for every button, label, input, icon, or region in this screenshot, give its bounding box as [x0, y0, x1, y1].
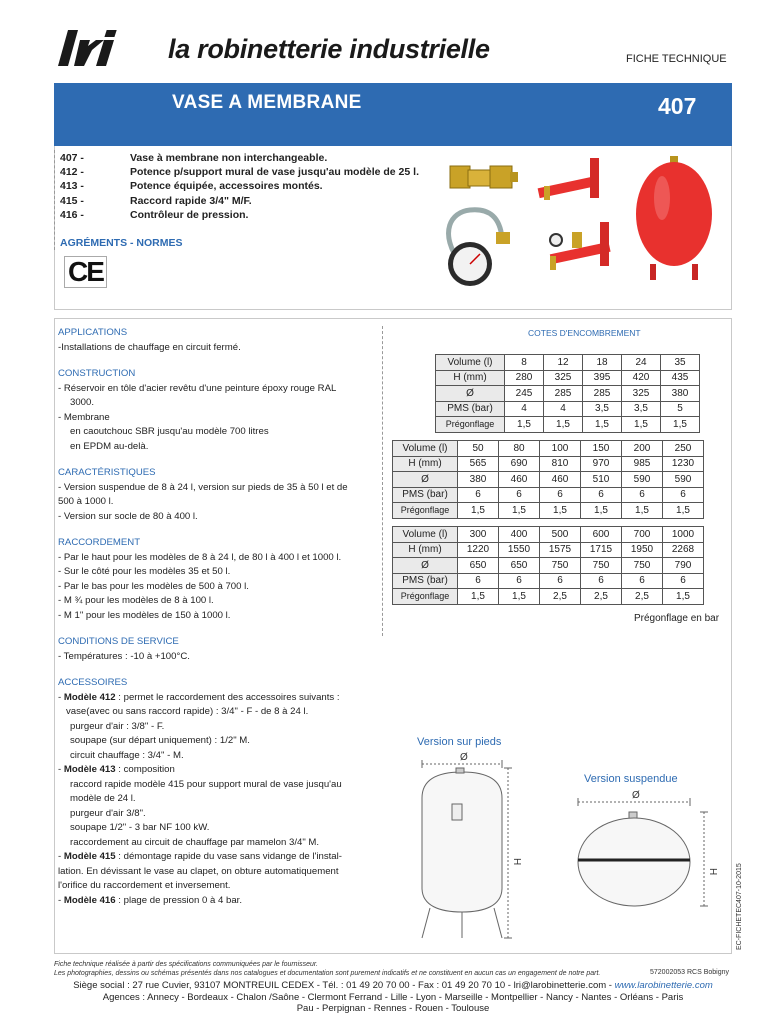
table-row [436, 370, 700, 386]
row-label: PMS (bar) [393, 573, 458, 589]
model-desc: Raccord rapide 3/4" M/F. [130, 194, 252, 207]
table-cell: 700 [622, 527, 663, 543]
table-cell: 6 [458, 573, 499, 589]
table-cell: 1550 [499, 542, 540, 558]
table-cell: 1,5 [622, 503, 663, 519]
suspendue-label: Version suspendue [584, 773, 678, 785]
table-cell: 1,5 [581, 503, 622, 519]
height-label: H [511, 858, 522, 866]
row-label: H (mm) [393, 456, 458, 472]
table-cell: 50 [458, 441, 499, 457]
construction-text: en caoutchouc SBR jusqu'au modèle 700 litres [70, 426, 269, 437]
table-row [393, 472, 704, 488]
brand-name: la robinetterie industrielle [168, 34, 490, 64]
accessoire-text: purgeur d'air 3/8". [70, 807, 146, 819]
row-label: Ø [393, 558, 458, 574]
raccordement-text: - Par le bas pour les modèles de 500 à 700 l. [58, 580, 249, 592]
row-label: Volume (l) [393, 527, 458, 543]
applications-text: -Installations de chauffage en circuit fermé. [58, 341, 241, 353]
divider [54, 150, 56, 250]
table-cell: 1,5 [663, 503, 704, 519]
table-cell: 150 [581, 441, 622, 457]
table-cell: 985 [622, 456, 663, 472]
table-cell: 790 [663, 558, 704, 574]
table-cell: 380 [661, 386, 700, 402]
table-row [393, 441, 704, 457]
dimensions-table-2 [392, 440, 704, 519]
table-cell: 6 [499, 573, 540, 589]
head-office: Siège social : 27 rue Cuvier, 93107 MONTREUIL CEDEX - Tél. : 01 49 20 70 00 - Fax : 01 49 20 70 10 - lri@larobinetterie.com - www.larobinetterie.com [73, 980, 713, 991]
table-cell: 565 [458, 456, 499, 472]
applications-heading: APPLICATIONS [58, 327, 128, 338]
accessoire-text: raccord rapide modèle 415 pour support mural de vase jusqu'au [70, 778, 342, 790]
model-code: 415 - [60, 194, 84, 207]
table-cell: 1,5 [499, 589, 540, 605]
table-cell: 500 [540, 527, 581, 543]
table-cell: 100 [540, 441, 581, 457]
disclaimer: Fiche technique réalisée à partir des spécifications communiquées par le fournisseur. Les photographies, dessins ou schémas présentés dans nos catalogues et documentation sont purement indicatifs et ne constituent en aucun cas un engagement de notre part. [54, 961, 601, 977]
model-desc: Vase à membrane non interchangeable. [130, 152, 328, 164]
table-cell: 1950 [622, 542, 663, 558]
table-cell: 1,5 [458, 589, 499, 605]
table-cell: 1220 [458, 542, 499, 558]
accessoire-413: - Modèle 413 : composition [58, 764, 175, 775]
accessoire-text: l'orifice du raccordement et inversement. [58, 880, 231, 891]
page-title: VASE A MEMBRANE [172, 92, 362, 113]
accessoire-412: - Modèle 412 : permet le raccordement des accessoires suivants : [58, 691, 340, 703]
lri-logo-icon [54, 26, 120, 70]
table-row [436, 386, 700, 402]
expansion-vessel-icon [636, 156, 712, 280]
table-cell: 460 [499, 472, 540, 488]
dimension-drawings [400, 748, 730, 948]
table-cell: 2,5 [622, 589, 663, 605]
table-cell: 590 [622, 472, 663, 488]
table-row [393, 589, 704, 605]
construction-text: en EPDM au-delà. [70, 440, 149, 452]
table-cell: 4 [505, 401, 544, 417]
table-row [393, 542, 704, 558]
table-cell: 4 [544, 401, 583, 417]
table-cell: 300 [458, 527, 499, 543]
construction-text: 3000. [70, 397, 95, 408]
specifications [58, 326, 376, 908]
table-cell: 325 [544, 370, 583, 386]
table-cell: 6 [581, 487, 622, 503]
caracteristiques-text: - Version suspendue de 8 à 24 l, version sur pieds de 35 à 50 l et de [58, 481, 348, 493]
table-cell: 650 [499, 558, 540, 574]
table-cell: 6 [663, 573, 704, 589]
table-cell: 285 [583, 386, 622, 402]
table-cell: 6 [540, 573, 581, 589]
conditions-text: - Températures : -10 à +100°C. [58, 650, 190, 662]
table-cell: 6 [581, 573, 622, 589]
accessoire-416: - Modèle 416 : plage de pression 0 à 4 bar. [58, 894, 243, 906]
pieds-label: Version sur pieds [417, 736, 502, 748]
table-cell: 1,5 [661, 417, 700, 433]
construction-text: - Réservoir en tôle d'acier revêtu d'une peinture époxy rouge RAL [58, 382, 337, 394]
caracteristiques-text: - Version sur socle de 80 à 400 l. [58, 510, 198, 522]
divider [382, 326, 384, 636]
table-row [393, 573, 704, 589]
agencies: Pau - Perpignan - Rennes - Rouen - Toulouse [296, 1003, 490, 1014]
model-desc: Potence équipée, accessoires montés. [130, 180, 323, 193]
table-cell: 690 [499, 456, 540, 472]
rcs-number: 572002053 RCS Bobigny [650, 969, 730, 976]
table-cell: 5 [661, 401, 700, 417]
website-link[interactable]: www.larobinetterie.com [614, 980, 713, 991]
accessoire-text: lation. En dévissant le vase au clapet, on obture automatiquement [58, 865, 339, 877]
dimensions-table-3 [392, 526, 704, 605]
table-row [436, 355, 700, 371]
model-code: 416 - [60, 208, 84, 221]
accessoire-text: soupape 1/2" - 3 bar NF 100 kW. [70, 822, 210, 833]
raccordement-text: - Par le haut pour les modèles de 8 à 24 l, de 80 l à 400 l et 1000 l. [58, 551, 342, 563]
accessoire-text: raccordement au circuit de chauffage par mamelon 3/4" M. [70, 836, 320, 848]
table-cell: 650 [458, 558, 499, 574]
accessoires-heading: ACCESSOIRES [58, 677, 128, 688]
table-cell: 24 [622, 355, 661, 371]
company-footer [54, 980, 732, 1015]
wall-bracket-icon [538, 158, 599, 200]
accessoire-text: vase(avec ou sans raccord rapide) : 3/4" - F - de 8 à 24 l. [66, 706, 309, 717]
accessoire-text: circuit chauffage : 3/4" - M. [70, 749, 184, 761]
product-reference: 407 [658, 93, 697, 119]
table-cell: 460 [540, 472, 581, 488]
table-cell: 3,5 [622, 401, 661, 417]
pressure-gauge-icon [448, 210, 510, 286]
accessoire-text: modèle de 24 l. [70, 793, 136, 804]
table-row [393, 558, 704, 574]
accessoire-415: - Modèle 415 : démontage rapide du vase sans vidange de l'instal- [58, 851, 342, 862]
accessoire-text: soupape (sur départ uniquement) : 1/2" M. [70, 735, 250, 746]
table-cell: 1,5 [583, 417, 622, 433]
table-row [393, 527, 704, 543]
table-cell: 590 [663, 472, 704, 488]
agencies: Agences : Annecy - Bordeaux - Chalon /Saône - Clermont Ferrand - Lille - Lyon - Marseille - Montpellier - Nancy - Nantes - Orléans - Paris [102, 991, 684, 1003]
row-label: PMS (bar) [393, 487, 458, 503]
row-label: Prégonflage [393, 589, 458, 605]
table-cell: 35 [661, 355, 700, 371]
title-band [54, 83, 732, 146]
table-cell: 80 [499, 441, 540, 457]
table-cell: 6 [622, 487, 663, 503]
table-cell: 1,5 [663, 589, 704, 605]
table-cell: 6 [540, 487, 581, 503]
table-cell: 600 [581, 527, 622, 543]
table-cell: 6 [499, 487, 540, 503]
table-cell: 510 [581, 472, 622, 488]
table-cell: 810 [540, 456, 581, 472]
table-cell: 6 [622, 573, 663, 589]
table-cell: 400 [499, 527, 540, 543]
row-label: Ø [436, 386, 505, 402]
row-label: PMS (bar) [436, 401, 505, 417]
agrements-heading: AGRÉMENTS - NORMES [60, 237, 183, 249]
caracteristiques-text: 500 à 1000 l. [58, 496, 114, 507]
list-item [60, 208, 419, 222]
row-label: Ø [393, 472, 458, 488]
raccordement-text: - M 1" pour les modèles de 150 à 1000 l. [58, 609, 231, 621]
construction-heading: CONSTRUCTION [58, 368, 136, 379]
table-cell: 1575 [540, 542, 581, 558]
row-label: Volume (l) [436, 355, 505, 371]
height-label: H [707, 868, 718, 876]
table-row [393, 487, 704, 503]
table-cell: 395 [583, 370, 622, 386]
table-cell: 6 [663, 487, 704, 503]
table-cell: 1000 [663, 527, 704, 543]
caracteristiques-heading: CARACTÉRISTIQUES [58, 467, 156, 478]
product-photos [440, 152, 730, 302]
table-cell: 8 [505, 355, 544, 371]
table-cell: 1,5 [622, 417, 661, 433]
logo [54, 26, 120, 70]
row-label: Volume (l) [393, 441, 458, 457]
table-cell: 280 [505, 370, 544, 386]
raccordement-heading: RACCORDEMENT [58, 537, 141, 548]
row-label: H (mm) [436, 370, 505, 386]
table-cell: 6 [458, 487, 499, 503]
model-code: 412 - [60, 166, 84, 179]
table-cell: 1,5 [544, 417, 583, 433]
table-cell: 750 [540, 558, 581, 574]
table-cell: 18 [583, 355, 622, 371]
dimensions-table-1 [435, 354, 700, 433]
table-cell: 435 [661, 370, 700, 386]
cotes-heading: COTES D'ENCOMBREMENT [528, 328, 641, 338]
table-cell: 1,5 [499, 503, 540, 519]
table-cell: 970 [581, 456, 622, 472]
table-cell: 1230 [663, 456, 704, 472]
table-row [436, 417, 700, 433]
table-cell: 2,5 [581, 589, 622, 605]
model-desc: Contrôleur de pression. [130, 208, 249, 221]
table-row [436, 401, 700, 417]
table-cell: 12 [544, 355, 583, 371]
row-label: H (mm) [393, 542, 458, 558]
table-cell: 1,5 [505, 417, 544, 433]
table-cell: 245 [505, 386, 544, 402]
raccordement-text: - Sur le côté pour les modèles 35 et 50 l. [58, 566, 231, 577]
row-label: Prégonflage [393, 503, 458, 519]
table-cell: 1715 [581, 542, 622, 558]
equipped-bracket-icon [549, 222, 611, 270]
table-row [393, 456, 704, 472]
list-item [60, 179, 419, 193]
floor-vessel-drawing [422, 760, 512, 938]
table-cell: 2,5 [540, 589, 581, 605]
table-cell: 1,5 [540, 503, 581, 519]
list-item [60, 194, 419, 208]
document-code: EC-FICHETEC407-10-2015 [736, 863, 743, 950]
table-cell: 750 [581, 558, 622, 574]
list-item [60, 151, 419, 165]
table-cell: 250 [663, 441, 704, 457]
model-list [60, 151, 419, 222]
table-cell: 1,5 [458, 503, 499, 519]
pregonflage-note: Prégonflage en bar [634, 613, 720, 624]
accessoire-text: purgeur d'air : 3/8" - F. [70, 720, 165, 732]
table-cell: 420 [622, 370, 661, 386]
table-cell: 285 [544, 386, 583, 402]
raccordement-text: - M ¾ pour les modèles de 8 à 100 l. [58, 595, 214, 606]
diameter-label: Ø [632, 790, 640, 801]
table-cell: 200 [622, 441, 663, 457]
table-row [393, 503, 704, 519]
row-label: Prégonflage [436, 417, 505, 433]
quick-coupling-icon [450, 166, 518, 188]
model-code: 407 - [60, 152, 84, 164]
diameter-label: Ø [460, 752, 468, 763]
table-cell: 750 [622, 558, 663, 574]
table-cell: 380 [458, 472, 499, 488]
table-cell: 2268 [663, 542, 704, 558]
table-cell: 3,5 [583, 401, 622, 417]
table-cell: 325 [622, 386, 661, 402]
model-desc: Potence p/support mural de vase jusqu'au modèle de 25 l. [130, 166, 419, 179]
conditions-heading: CONDITIONS DE SERVICE [58, 636, 179, 647]
list-item [60, 165, 419, 179]
construction-text: - Membrane [58, 411, 110, 423]
model-code: 413 - [60, 180, 84, 193]
ce-mark: CE [64, 256, 107, 288]
doc-type: FICHE TECHNIQUE [626, 53, 727, 65]
wall-vessel-drawing [578, 798, 708, 906]
